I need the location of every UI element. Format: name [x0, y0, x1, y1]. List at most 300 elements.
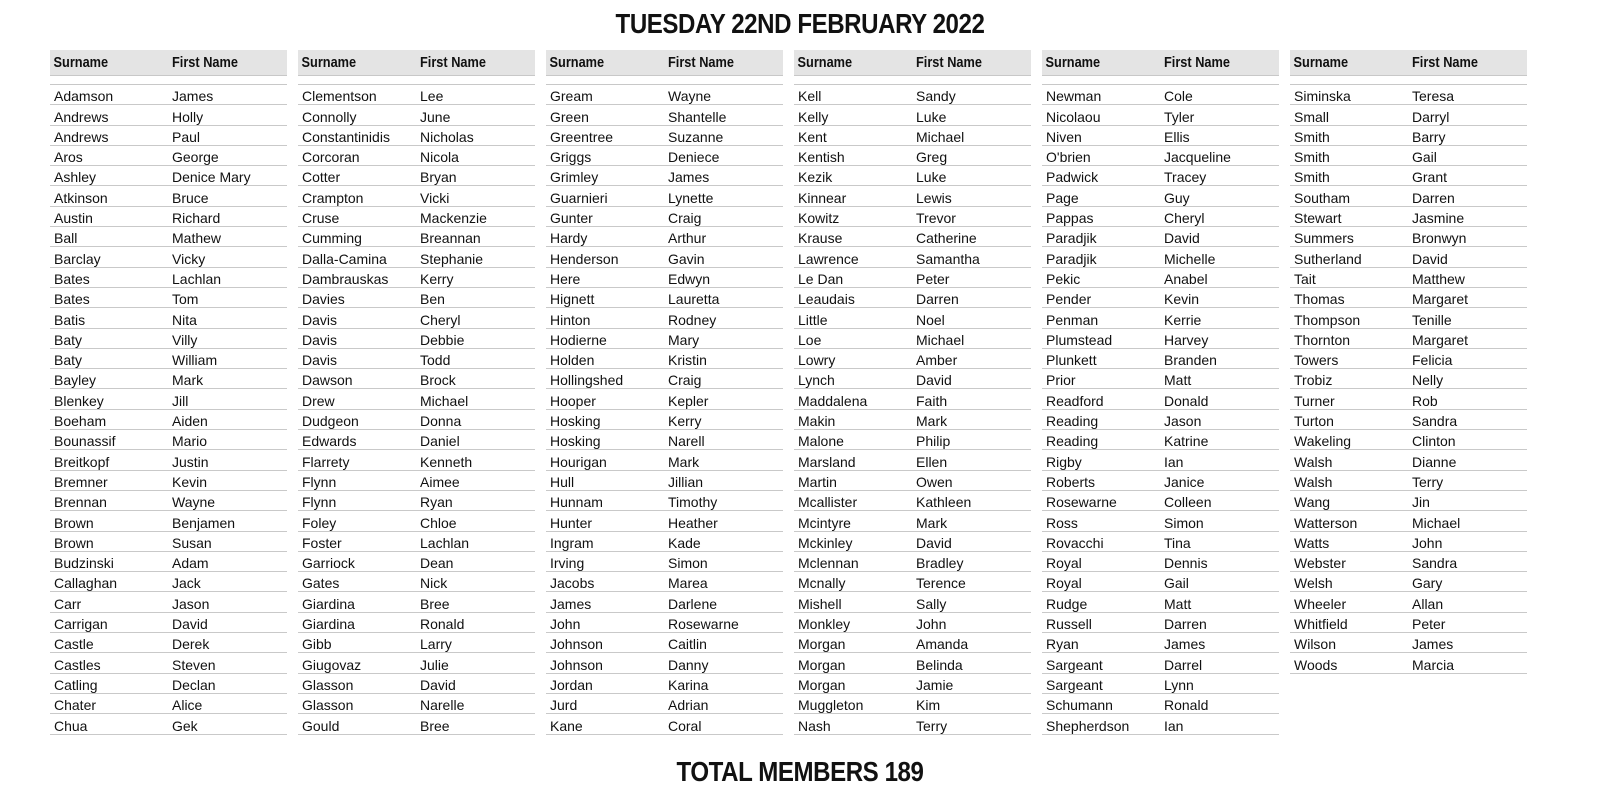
first-name-cell: Larry — [420, 636, 452, 653]
table-row — [794, 491, 1031, 511]
surname-cell: Summers — [1294, 230, 1354, 247]
first-name-cell: Owen — [916, 473, 953, 490]
first-name-cell: Michael — [916, 331, 965, 348]
surname-cell: Baty — [54, 331, 83, 348]
first-name-cell: Mary — [668, 331, 700, 348]
first-name-cell: Benjamen — [172, 514, 236, 531]
table-row — [546, 308, 783, 328]
header-first-name: First Name — [1412, 54, 1478, 71]
table-row — [794, 389, 1031, 409]
table-row — [298, 491, 535, 511]
surname-cell: Watterson — [1294, 514, 1358, 531]
first-name-cell: Terry — [916, 717, 948, 734]
table-row — [50, 491, 287, 511]
table-row — [1290, 572, 1527, 592]
header-spacer — [546, 76, 783, 85]
first-name-cell: Daniel — [420, 433, 460, 450]
table-row — [1042, 308, 1279, 328]
surname-cell: Paradjik — [1046, 250, 1097, 267]
table-header — [298, 50, 535, 76]
table-row — [298, 349, 535, 369]
first-name-cell: Shantelle — [668, 108, 727, 125]
table-row — [546, 471, 783, 491]
surname-cell: Kinnear — [798, 189, 847, 206]
surname-cell: Reading — [1046, 413, 1099, 430]
first-name-cell: Jin — [1412, 494, 1430, 511]
table-row — [298, 227, 535, 247]
header-surname: Surname — [53, 54, 109, 71]
table-row — [794, 430, 1031, 450]
table-row — [298, 592, 535, 612]
table-row — [50, 227, 287, 247]
table-row — [1042, 592, 1279, 612]
table-row — [794, 85, 1031, 105]
surname-cell: Niven — [1046, 128, 1082, 145]
header-first-name: First Name — [1164, 54, 1230, 71]
first-name-cell: Lynn — [1164, 676, 1194, 693]
first-name-cell: Mario — [172, 433, 208, 450]
first-name-cell: Susan — [172, 534, 212, 551]
table-row — [298, 329, 535, 349]
table-row — [298, 389, 535, 409]
first-name-cell: Cheryl — [420, 311, 461, 328]
first-name-cell: John — [1412, 534, 1443, 551]
surname-cell: Kell — [798, 88, 822, 105]
surname-cell: Davis — [302, 352, 338, 369]
surname-cell: Rigby — [1046, 453, 1082, 470]
surname-cell: Connolly — [302, 108, 357, 125]
first-name-cell: Kerrie — [1164, 311, 1202, 328]
table-row — [1042, 552, 1279, 572]
table-row — [298, 633, 535, 653]
table-row — [50, 653, 287, 673]
table-row — [1290, 105, 1527, 125]
surname-cell: Irving — [550, 555, 585, 572]
surname-cell: Hull — [550, 473, 575, 490]
surname-cell: Rudge — [1046, 595, 1088, 612]
table-row — [298, 85, 535, 105]
table-row — [50, 369, 287, 389]
surname-cell: Ashley — [54, 169, 97, 186]
surname-cell: Kelly — [798, 108, 829, 125]
first-name-cell: David — [1412, 250, 1448, 267]
surname-cell: Hunnam — [550, 494, 603, 511]
surname-cell: Cotter — [302, 169, 341, 186]
surname-cell: Thornton — [1294, 331, 1351, 348]
first-name-cell: David — [420, 676, 456, 693]
table-row — [50, 572, 287, 592]
surname-cell: Krause — [798, 230, 843, 247]
first-name-cell: David — [916, 534, 952, 551]
first-name-cell: Terence — [916, 575, 966, 592]
first-name-cell: Simon — [668, 555, 708, 572]
surname-cell: Hourigan — [550, 453, 607, 470]
first-name-cell: Michael — [916, 128, 965, 145]
table-row — [1042, 186, 1279, 206]
surname-cell: Royal — [1046, 575, 1082, 592]
table-row — [1290, 389, 1527, 409]
first-name-cell: Sandy — [916, 88, 956, 105]
table-row — [1290, 653, 1527, 673]
first-name-cell: Sandra — [1412, 413, 1458, 430]
first-name-cell: Adrian — [668, 697, 709, 714]
header-surname: Surname — [797, 54, 853, 71]
surname-cell: Woods — [1294, 656, 1338, 673]
page-title: TUESDAY 22ND FEBRUARY 2022 — [615, 8, 985, 39]
first-name-cell: Matthew — [1412, 270, 1465, 287]
first-name-cell: Jack — [172, 575, 201, 592]
first-name-cell: Mackenzie — [420, 210, 487, 227]
surname-cell: Leaudais — [798, 291, 855, 308]
table-row — [794, 105, 1031, 125]
first-name-cell: Lee — [420, 88, 444, 105]
table-row — [794, 714, 1031, 734]
surname-cell: Dawson — [302, 372, 353, 389]
first-name-cell: Jason — [172, 595, 210, 612]
table-row — [298, 471, 535, 491]
surname-cell: Guarnieri — [550, 189, 608, 206]
surname-cell: Crampton — [302, 189, 364, 206]
first-name-cell: Gail — [1412, 149, 1437, 166]
surname-cell: Towers — [1294, 352, 1339, 369]
surname-cell: Henderson — [550, 250, 619, 267]
surname-cell: Whitfield — [1294, 616, 1348, 633]
table-row — [546, 674, 783, 694]
first-name-cell: James — [1412, 636, 1454, 653]
surname-cell: Castles — [54, 656, 101, 673]
first-name-cell: Simon — [1164, 514, 1204, 531]
surname-cell: Nash — [798, 717, 831, 734]
first-name-cell: Michelle — [1164, 250, 1216, 267]
table-row — [50, 349, 287, 369]
first-name-cell: Margaret — [1412, 331, 1469, 348]
table-row — [794, 633, 1031, 653]
first-name-cell: June — [420, 108, 451, 125]
surname-cell: Carrigan — [54, 616, 108, 633]
first-name-cell: Harvey — [1164, 331, 1209, 348]
table-row — [298, 268, 535, 288]
table-row — [1042, 450, 1279, 470]
surname-cell: Malone — [798, 433, 844, 450]
first-name-cell: Teresa — [1412, 88, 1455, 105]
surname-cell: Flynn — [302, 473, 337, 490]
first-name-cell: Ben — [420, 291, 445, 308]
first-name-cell: Darrel — [1164, 656, 1203, 673]
first-name-cell: Luke — [916, 108, 947, 125]
table-row — [1042, 146, 1279, 166]
surname-cell: Hollingshed — [550, 372, 624, 389]
surname-cell: Baty — [54, 352, 83, 369]
first-name-cell: Kerry — [668, 413, 702, 430]
header-first-name: First Name — [916, 54, 982, 71]
first-name-cell: Craig — [668, 372, 702, 389]
surname-cell: Makin — [798, 413, 836, 430]
table-row — [546, 329, 783, 349]
first-name-cell: Colleen — [1164, 494, 1212, 511]
table-row — [794, 329, 1031, 349]
first-name-cell: James — [172, 88, 214, 105]
member-table-2 — [298, 50, 535, 735]
table-row — [1042, 369, 1279, 389]
surname-cell: Glasson — [302, 676, 354, 693]
table-row — [298, 714, 535, 734]
first-name-cell: Holly — [172, 108, 204, 125]
table-row — [1290, 247, 1527, 267]
first-name-cell: Vicky — [172, 250, 206, 267]
table-row — [50, 450, 287, 470]
table-row — [546, 613, 783, 633]
surname-cell: Griggs — [550, 149, 592, 166]
surname-cell: Sargeant — [1046, 676, 1103, 693]
surname-cell: Little — [798, 311, 828, 328]
table-row — [546, 227, 783, 247]
surname-cell: Reading — [1046, 433, 1099, 450]
table-row — [794, 268, 1031, 288]
first-name-cell: Kristin — [668, 352, 707, 369]
table-row — [794, 694, 1031, 714]
surname-cell: Kezik — [798, 169, 833, 186]
table-row — [546, 714, 783, 734]
table-row — [50, 714, 287, 734]
header-first-name: First Name — [172, 54, 238, 71]
table-row — [1042, 694, 1279, 714]
surname-cell: Walsh — [1294, 453, 1333, 470]
surname-cell: Flarrety — [302, 453, 350, 470]
member-table-6 — [1290, 50, 1527, 674]
table-row — [794, 247, 1031, 267]
first-name-cell: Bradley — [916, 555, 964, 572]
surname-cell: Brennan — [54, 494, 107, 511]
surname-cell: Thomas — [1294, 291, 1345, 308]
first-name-cell: Nita — [172, 311, 197, 328]
surname-cell: Penman — [1046, 311, 1099, 328]
first-name-cell: Kim — [916, 697, 941, 714]
table-row — [1290, 126, 1527, 146]
surname-cell: Hodierne — [550, 331, 607, 348]
table-row — [50, 146, 287, 166]
first-name-cell: Mark — [916, 514, 948, 531]
first-name-cell: David — [172, 616, 208, 633]
table-row — [1290, 491, 1527, 511]
surname-cell: Siminska — [1294, 88, 1351, 105]
first-name-cell: Alice — [172, 697, 203, 714]
first-name-cell: Kenneth — [420, 453, 473, 470]
table-row — [50, 694, 287, 714]
header-first-name: First Name — [668, 54, 734, 71]
table-row — [546, 633, 783, 653]
first-name-cell: Justin — [172, 453, 209, 470]
surname-cell: Padwick — [1046, 169, 1099, 186]
surname-cell: Martin — [798, 473, 837, 490]
first-name-cell: Cheryl — [1164, 210, 1205, 227]
surname-cell: James — [550, 595, 592, 612]
table-row — [1042, 572, 1279, 592]
table-row — [1290, 613, 1527, 633]
surname-cell: Newman — [1046, 88, 1102, 105]
table-row — [546, 572, 783, 592]
surname-cell: Brown — [54, 514, 94, 531]
table-row — [546, 653, 783, 673]
table-row — [1042, 288, 1279, 308]
first-name-cell: Rosewarne — [668, 616, 739, 633]
surname-cell: Small — [1294, 108, 1330, 125]
surname-cell: Johnson — [550, 636, 603, 653]
table-row — [50, 613, 287, 633]
first-name-cell: Darren — [1412, 189, 1455, 206]
table-row — [546, 450, 783, 470]
first-name-cell: Michael — [1412, 514, 1461, 531]
first-name-cell: Trevor — [916, 210, 956, 227]
table-row — [298, 430, 535, 450]
table-row — [1290, 288, 1527, 308]
surname-cell: Bayley — [54, 372, 97, 389]
table-row — [50, 207, 287, 227]
surname-cell: Walsh — [1294, 473, 1333, 490]
first-name-cell: Adam — [172, 555, 209, 572]
surname-cell: Bremner — [54, 473, 108, 490]
table-row — [50, 268, 287, 288]
table-row — [546, 430, 783, 450]
table-row — [50, 126, 287, 146]
table-row — [1042, 653, 1279, 673]
table-row — [298, 105, 535, 125]
table-row — [546, 532, 783, 552]
first-name-cell: Suzanne — [668, 128, 724, 145]
first-name-cell: George — [172, 149, 219, 166]
table-row — [794, 613, 1031, 633]
table-row — [546, 166, 783, 186]
surname-cell: Royal — [1046, 555, 1082, 572]
table-row — [1290, 552, 1527, 572]
surname-cell: Plumstead — [1046, 331, 1113, 348]
table-row — [1290, 532, 1527, 552]
first-name-cell: Julie — [420, 656, 449, 673]
first-name-cell: Gary — [1412, 575, 1443, 592]
table-row — [1290, 186, 1527, 206]
table-row — [50, 166, 287, 186]
surname-cell: Gibb — [302, 636, 332, 653]
table-row — [794, 126, 1031, 146]
table-row — [50, 532, 287, 552]
table-row — [298, 186, 535, 206]
first-name-cell: William — [172, 352, 218, 369]
first-name-cell: Kevin — [1164, 291, 1200, 308]
first-name-cell: Kerry — [420, 270, 454, 287]
first-name-cell: Jason — [1164, 413, 1202, 430]
table-row — [298, 694, 535, 714]
header-spacer — [1042, 76, 1279, 85]
first-name-cell: Darlene — [668, 595, 718, 612]
first-name-cell: Ronald — [1164, 697, 1209, 714]
table-row — [794, 674, 1031, 694]
table-row — [298, 450, 535, 470]
table-row — [1042, 105, 1279, 125]
surname-cell: Smith — [1294, 149, 1330, 166]
table-row — [794, 410, 1031, 430]
surname-cell: Marsland — [798, 453, 856, 470]
table-row — [794, 450, 1031, 470]
surname-cell: Breitkopf — [54, 453, 110, 470]
table-row — [794, 186, 1031, 206]
surname-cell: Andrews — [54, 128, 109, 145]
surname-cell: Kane — [550, 717, 583, 734]
first-name-cell: Bree — [420, 717, 450, 734]
surname-cell: Rosewarne — [1046, 494, 1117, 511]
table-row — [546, 105, 783, 125]
table-header — [546, 50, 783, 76]
surname-cell: Davis — [302, 331, 338, 348]
surname-cell: Ball — [54, 230, 78, 247]
first-name-cell: Ian — [1164, 453, 1184, 470]
table-row — [1290, 166, 1527, 186]
table-header — [50, 50, 287, 76]
surname-cell: Brown — [54, 534, 94, 551]
header-spacer — [50, 76, 287, 85]
first-name-cell: Kevin — [172, 473, 208, 490]
table-row — [1290, 633, 1527, 653]
table-row — [1042, 674, 1279, 694]
surname-cell: Davis — [302, 311, 338, 328]
surname-cell: Chua — [54, 717, 88, 734]
surname-cell: Welsh — [1294, 575, 1333, 592]
table-row — [50, 288, 287, 308]
table-row — [50, 247, 287, 267]
table-row — [794, 369, 1031, 389]
first-name-cell: Danny — [668, 656, 709, 673]
table-row — [1042, 329, 1279, 349]
first-name-cell: Brock — [420, 372, 456, 389]
table-row — [1042, 247, 1279, 267]
first-name-cell: Felicia — [1412, 352, 1453, 369]
surname-cell: Batis — [54, 311, 86, 328]
surname-cell: Hardy — [550, 230, 588, 247]
surname-cell: Bates — [54, 291, 90, 308]
table-row — [546, 491, 783, 511]
first-name-cell: Jill — [172, 392, 189, 409]
table-row — [1042, 268, 1279, 288]
first-name-cell: Lynette — [668, 189, 714, 206]
surname-cell: Garriock — [302, 555, 355, 572]
surname-cell: Kentish — [798, 149, 845, 166]
surname-cell: Greentree — [550, 128, 614, 145]
table-row — [1290, 207, 1527, 227]
first-name-cell: Tyler — [1164, 108, 1195, 125]
table-row — [1042, 511, 1279, 531]
surname-cell: Smith — [1294, 128, 1330, 145]
first-name-cell: Jacqueline — [1164, 149, 1231, 166]
table-row — [1042, 613, 1279, 633]
table-row — [546, 511, 783, 531]
header-surname: Surname — [1045, 54, 1101, 71]
first-name-cell: Tina — [1164, 534, 1191, 551]
first-name-cell: Narelle — [420, 697, 465, 714]
first-name-cell: Craig — [668, 210, 702, 227]
surname-cell: Edwards — [302, 433, 357, 450]
surname-cell: Austin — [54, 210, 93, 227]
table-row — [1290, 146, 1527, 166]
surname-cell: Mcnally — [798, 575, 846, 592]
surname-cell: Hignett — [550, 291, 595, 308]
table-row — [298, 613, 535, 633]
table-header — [794, 50, 1031, 76]
surname-cell: Wilson — [1294, 636, 1337, 653]
first-name-cell: Terry — [1412, 473, 1444, 490]
table-row — [298, 410, 535, 430]
surname-cell: Wakeling — [1294, 433, 1352, 450]
header-surname: Surname — [301, 54, 357, 71]
table-row — [794, 552, 1031, 572]
member-table-5 — [1042, 50, 1279, 735]
